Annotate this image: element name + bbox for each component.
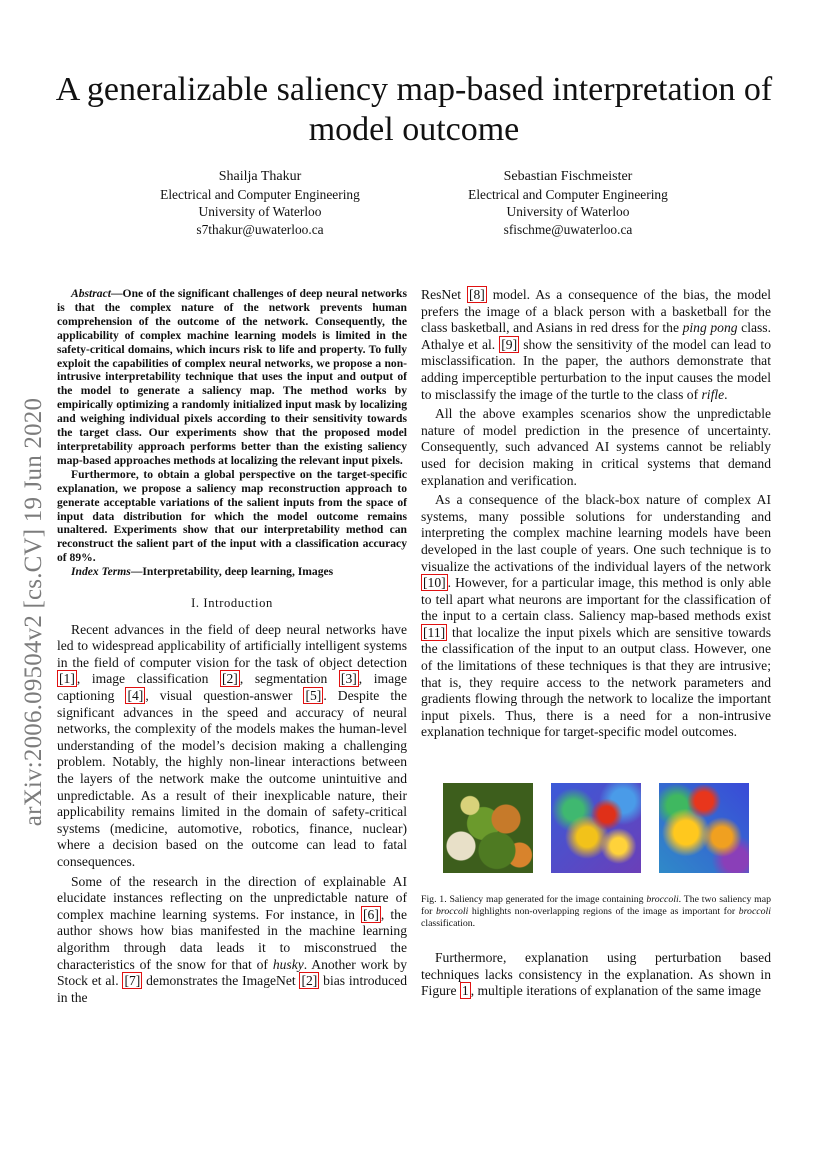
- citation-link[interactable]: [2]: [221, 671, 238, 687]
- citation-link[interactable]: [3]: [340, 671, 357, 687]
- abstract-text: One of the significant challenges of deep neural networks is that the complex nature of the network prevents human comprehension of the outcome of the network. Consequently, the applicability of complex machine learning models is limited in the safety-critical domains, which incurs risk to life and property. To fully exploit the capabilities of complex neural networks, we propose a non-intrusive interpretability technique that uses the input and output of the model to generate a saliency map. The method works by empirically optimizing a randomly initialized input mask by localizing and weighing individual pixels according to their sensitivity towards the target class. Our experiments show that the proposed model interpretability approach performs better than the existing saliency map-based approaches methods at localizing the relevant input pixels.: [57, 287, 407, 467]
- left-column: [57, 287, 407, 1006]
- author-org: University of Waterloo: [506, 204, 630, 219]
- figure-1: [421, 783, 771, 940]
- index-terms-label: Index Terms: [71, 565, 131, 579]
- right-column: [421, 287, 771, 741]
- abstract-text-2: Furthermore, to obtain a global perspective on the target-specific explanation, we propose a saliency map reconstruction approach to generate acceptable variations of the salient inputs from the space of input data distribution for which the model outcome remains unaltered. Experiments show that our interpretability method can reconstruct the salient part of the input with a classification accuracy of 89%.: [57, 467, 407, 565]
- author-dept: Electrical and Computer Engineering: [160, 186, 360, 202]
- right-paragraph-2: All the above examples scenarios show the unpredictable nature of model prediction in the presence of uncertainty. Consequently, such advanced AI systems cannot be reliably used for decision making in critical systems that demand explanation and verification.: [421, 406, 771, 488]
- citation-link[interactable]: [4]: [127, 688, 144, 703]
- citation-link[interactable]: [7]: [124, 973, 141, 989]
- citation-link[interactable]: [10]: [423, 575, 446, 591]
- saliency-map-image-1: [551, 783, 641, 873]
- author-name: Sebastian Fischmeister: [503, 169, 633, 184]
- author-name: Shailja Thakur: [218, 169, 302, 184]
- citation-link[interactable]: [2]: [301, 973, 318, 989]
- right-paragraph-4: Furthermore, explanation using perturbation based techniques lacks consistency in the explanation. As shown in Figure 1 , multiple iterations of explanation of the same image: [421, 950, 771, 999]
- abstract: Abstract—One of the significant challenges of deep neural networks is that the complex nature of the network prevents human comprehension of the outcome of the network. Consequently, the applicability of complex machine learning models is limited in the safety-critical domains, which incurs risk to life and property. To fully exploit the capabilities of complex neural networks, we propose a non-intrusive interpretability technique that uses the input and output of the model to generate a saliency map. The method works by empirically optimizing a randomly initialized input mask by localizing and weighing individual pixels according to their sensitivity towards the target class. Our experiments show that the proposed model interpretability approach performs better than the existing saliency map-based approaches methods at localizing the relevant input pixels. Furthermore, to obtain a global perspective on the target-specific explanation, we propose a saliency map reconstruction approach to generate acceptable variations of the salient inputs from the space of input data distribution for which the model outcome remains unaltered. Experiments show that our interpretability method can reconstruct the salient part of the input with a classification accuracy of 89%. Index Terms—Interpretability, deep learning, Images: [57, 287, 407, 579]
- citation-link[interactable]: [5]: [305, 688, 322, 703]
- arxiv-identifier: arXiv:2006.09504v2 [cs.CV] 19 Jun 2020: [20, 397, 47, 827]
- author-block-1: [110, 168, 410, 238]
- abstract-label: Abstract: [71, 287, 111, 300]
- arxiv-sidebar: [14, 362, 54, 862]
- author-dept: Electrical and Computer Engineering: [468, 186, 668, 202]
- citation-link[interactable]: [8]: [468, 287, 485, 302]
- author-block-2: [418, 168, 718, 238]
- author-email: sfischme@uwaterloo.ca: [503, 221, 633, 237]
- broccoli-image: [443, 783, 533, 873]
- intro-paragraph-2: Some of the research in the direction of explainable AI elucidate instances reflecting on the unpredictable nature of complex machine learning systems. For instance, in [6] , the author shows how bias manifested in the machine learning algorithm through data leads it to misconstrued the characteristics of the snow for that of husky. Another work by Stock et al. [7] demonstrates the ImageNet [2] bias introduced in the: [57, 873, 408, 1005]
- author-email: s7thakur@uwaterloo.ca: [196, 221, 324, 237]
- figure-link[interactable]: 1: [461, 983, 469, 999]
- figure-caption: Fig. 1. Saliency map generated for the image containing broccoli. The two saliency map for broccoli highlights non-overlapping regions of the image as important for broccoli classification.: [421, 894, 772, 929]
- citation-link[interactable]: [1]: [59, 671, 75, 687]
- citation-link[interactable]: [6]: [363, 906, 379, 922]
- right-column-continued: [421, 950, 771, 1000]
- citation-link[interactable]: [9]: [501, 336, 518, 352]
- author-org: University of Waterloo: [198, 204, 322, 219]
- intro-paragraph-1: Recent advances in the field of deep neural networks have led to widespread applicability of artificially intelligent systems in the field of computer vision for the task of object detection [1] , image classification [2] , segmentation [3] , image captioning [4] , visual question-answer [5] . Despite the significant advances in the speed and accuracy of neural networks, the complexity of the models makes the human-level understanding of the model’s decision making a challenging problem. Notably, the highly non-linear interactions between the layers of the network make the outcome unintuitive and unpredictable. As a result of their inexplicable nature, their applicability remains limited in the domain of safety-critical systems (medicine, automotive, robotics, finance, nuclear) where a decision based on the outcome can lead to fatal consequences.: [57, 621, 408, 869]
- section-heading-introduction: I. Introduction: [191, 596, 273, 611]
- index-terms: Interpretability, deep learning, Images: [142, 565, 334, 579]
- saliency-map-image-2: [659, 783, 749, 873]
- right-paragraph-3: As a consequence of the black-box nature of complex AI systems, many possible solutions for understanding and interpreting the complex machine learning models have been developed in the last couple of years. One such technique is to visualize the activations of the individual layers of the network [10] . However, for a particular image, this method is only able to tell apart what neurons are important for the classification of the input to a certain class. Saliency map-based methods exist [11] that localize the input pixels which are sensitive towards the classification of the input to an output class. However, one of the limitations of these techniques is that they are intrusive; that is, they require access to the network parameters and gradients flowing through the network to localize the important input pixels. Thus, there is a need for a non-intrusive explanation technique for target-specific model outcomes.: [421, 492, 771, 740]
- right-paragraph-1: ResNet [8] model. As a consequence of the bias, the model prefers the image of a black person with a basketball for the class basketball, and Asians in red dress for the ping pong class. Athalye et al. [9] show the sensitivity of the model can lead to misclassification. In the paper, the authors demonstrate that adding imperceptible perturbation to the input causes the model to misclassify the image of the turtle to the class of rifle.: [421, 287, 772, 402]
- citation-link[interactable]: [11]: [423, 624, 446, 640]
- paper-title: A generalizable saliency map-based interpretation of model outcome: [55, 71, 773, 148]
